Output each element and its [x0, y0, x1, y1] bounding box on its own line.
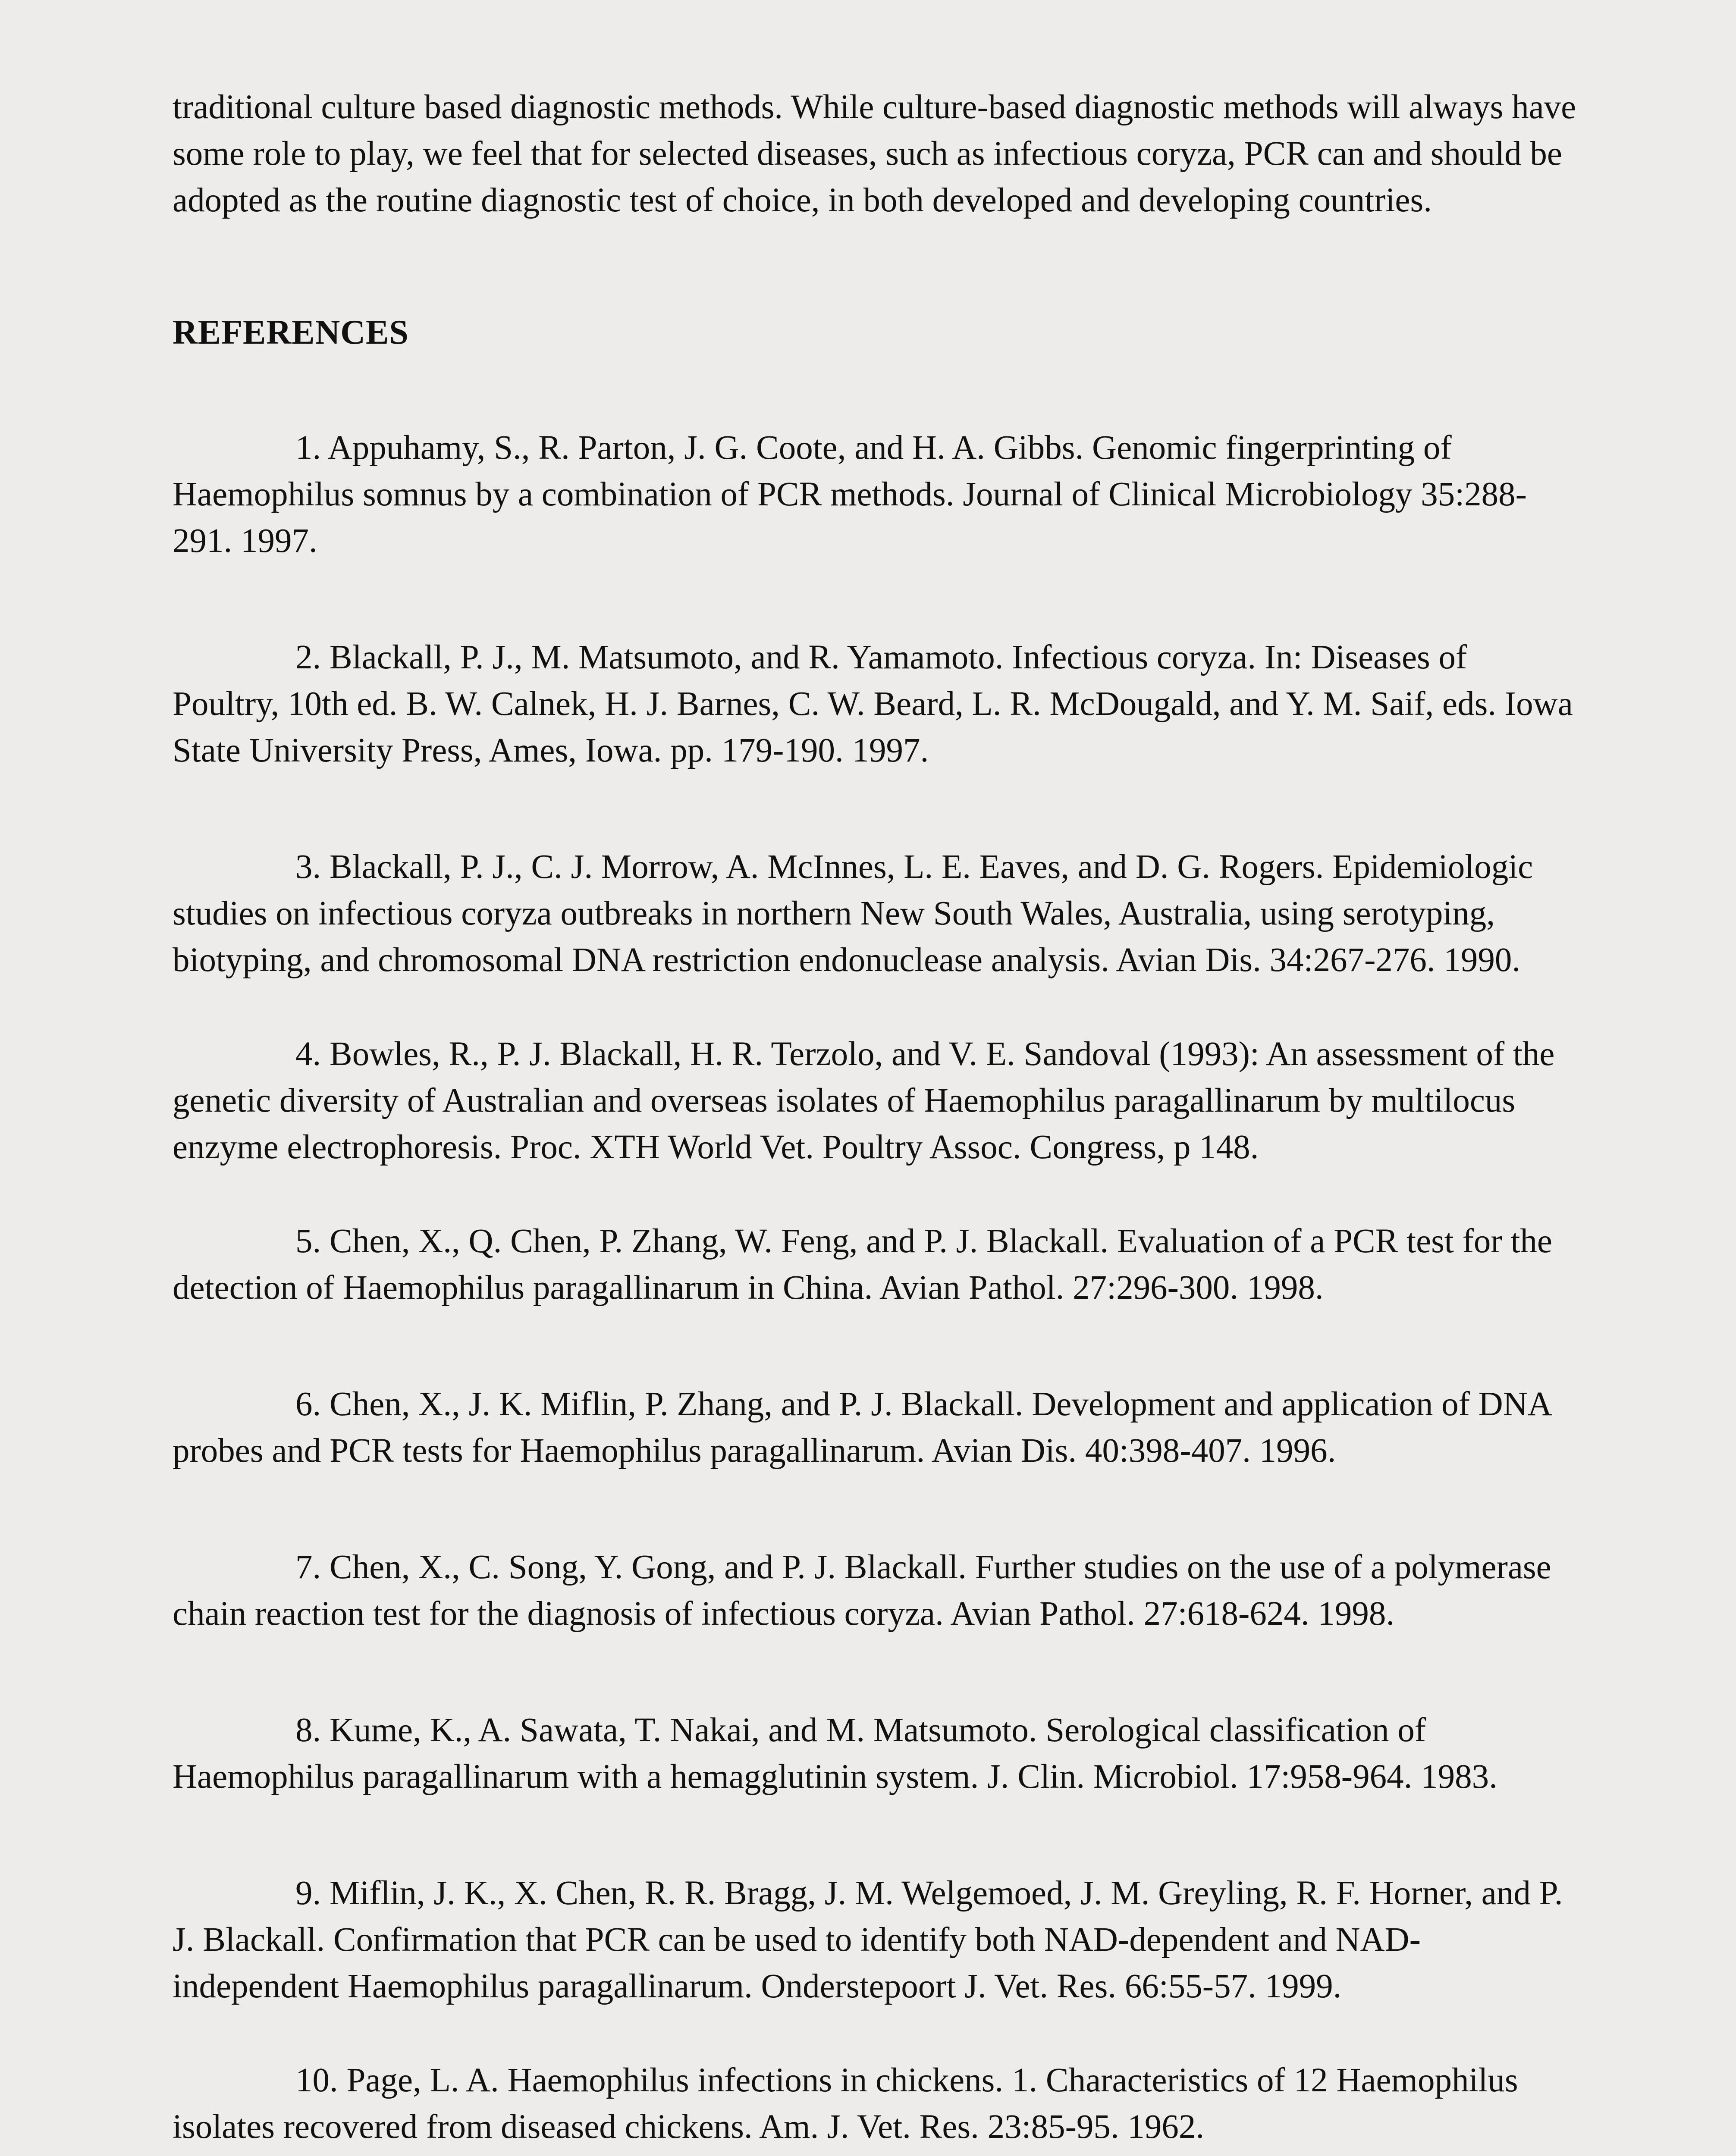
reference-text: Page, L. A. Haemophilus infections in chickens. 1. Characteristics of 12 Haemophilus isolates recovered from diseased chickens. Am. J. Vet. Res. 23:85-95. 1962. — [173, 2062, 1518, 2146]
reference-text: Chen, X., Q. Chen, P. Zhang, W. Feng, and P. J. Blackall. Evaluation of a PCR test for the detection of Haemophilus paragallinarum in China. Avian Pathol. 27:296-300. 1998. — [173, 1222, 1552, 1307]
reference-text: Appuhamy, S., R. Parton, J. G. Coote, and H. A. Gibbs. Genomic fingerprinting of Haemophilus somnus by a combination of PCR methods. Journal of Clinical Microbiology 35:288-291. 1997. — [173, 429, 1527, 560]
reference-item — [173, 844, 1579, 984]
reference-text: Miflin, J. K., X. Chen, R. R. Bragg, J. M. Welgemoed, J. M. Greyling, R. F. Horner, and P. J. Blackall. Confirmation that PCR can be used to identify both NAD-dependent and NAD-independent Haemophilus paragallinarum. Onderstepoort J. Vet. Res. 66:55-57. 1999. — [173, 1874, 1563, 2005]
reference-item — [173, 425, 1579, 564]
reference-text: Bowles, R., P. J. Blackall, H. R. Terzolo, and V. E. Sandoval (1993): An assessment of the genetic diversity of Australian and overseas isolates of Haemophilus paragallinarum by multilocus enzyme electrophoresis. Proc. — [173, 1035, 1555, 1166]
reference-text: World Vet. Poultry Assoc. Congress, p 148. — [659, 1128, 1259, 1166]
reference-item — [173, 1218, 1579, 1311]
reference-number: 3. — [295, 848, 321, 886]
reference-number: 6. — [295, 1385, 321, 1423]
reference-number: 10. — [295, 2062, 338, 2099]
page-content — [173, 84, 1579, 2150]
reference-number: 2. — [295, 639, 321, 676]
reference-number: 4. — [295, 1035, 321, 1073]
reference-text: Blackall, P. J., M. Matsumoto, and R. Yamamoto. Infectious coryza. In: Diseases of Poultry, 10th ed. B. W. Calnek, H. J. Barnes, C. W. Beard, L. R. McDougald, and Y. M. Saif, eds. Iowa State University Press, Ames, Iowa. pp. 179-190. 1997. — [173, 639, 1573, 769]
reference-number: 9. — [295, 1874, 321, 1912]
reference-text: Chen, X., C. Song, Y. Gong, and P. J. Blackall. Further studies on the use of a polymerase chain reaction test for the diagnosis of infectious coryza. Avian Pathol. 27:618-624. 1998. — [173, 1548, 1551, 1633]
reference-item — [173, 1381, 1579, 1474]
reference-item — [173, 1544, 1579, 1637]
reference-text-xth: XTH — [590, 1128, 660, 1166]
reference-number: 1. — [295, 429, 321, 467]
reference-item — [173, 1707, 1579, 1800]
reference-number: 7. — [295, 1548, 321, 1586]
intro-paragraph: traditional culture based diagnostic methods. While culture-based diagnostic methods will always have some role to play, we feel that for selected diseases, such as infectious coryza, PCR can and should be adopted as the routine diagnostic test of choice, in both developed and developing countries. — [173, 88, 1576, 219]
references-list — [173, 425, 1579, 2150]
reference-item — [173, 2057, 1579, 2150]
reference-number: 8. — [295, 1711, 321, 1749]
references-heading: REFERENCES — [173, 313, 409, 351]
reference-item — [173, 634, 1579, 774]
reference-item — [173, 1031, 1579, 1171]
reference-text: Kume, K., A. Sawata, T. Nakai, and M. Matsumoto. Serological classification of Haemophilus paragallinarum with a hemagglutinin system. J. Clin. Microbiol. 17:958-964. 1983. — [173, 1711, 1497, 1796]
reference-number: 5. — [295, 1222, 321, 1260]
reference-item — [173, 1870, 1579, 2010]
reference-text: Chen, X., J. K. Miflin, P. Zhang, and P. J. Blackall. Development and application of DNA probes and PCR tests for Haemophilus paragallinarum. Avian Dis. 40:398-407. 1996. — [173, 1385, 1551, 1470]
reference-text: Blackall, P. J., C. J. Morrow, A. McInnes, L. E. Eaves, and D. G. Rogers. Epidemiologic studies on infectious coryza outbreaks in northern New South Wales, Australia, using serotyping, biotyping, and chromosomal DNA restriction endonuclease analysis. Avian Dis. 34:267-276. 1990. — [173, 848, 1533, 979]
